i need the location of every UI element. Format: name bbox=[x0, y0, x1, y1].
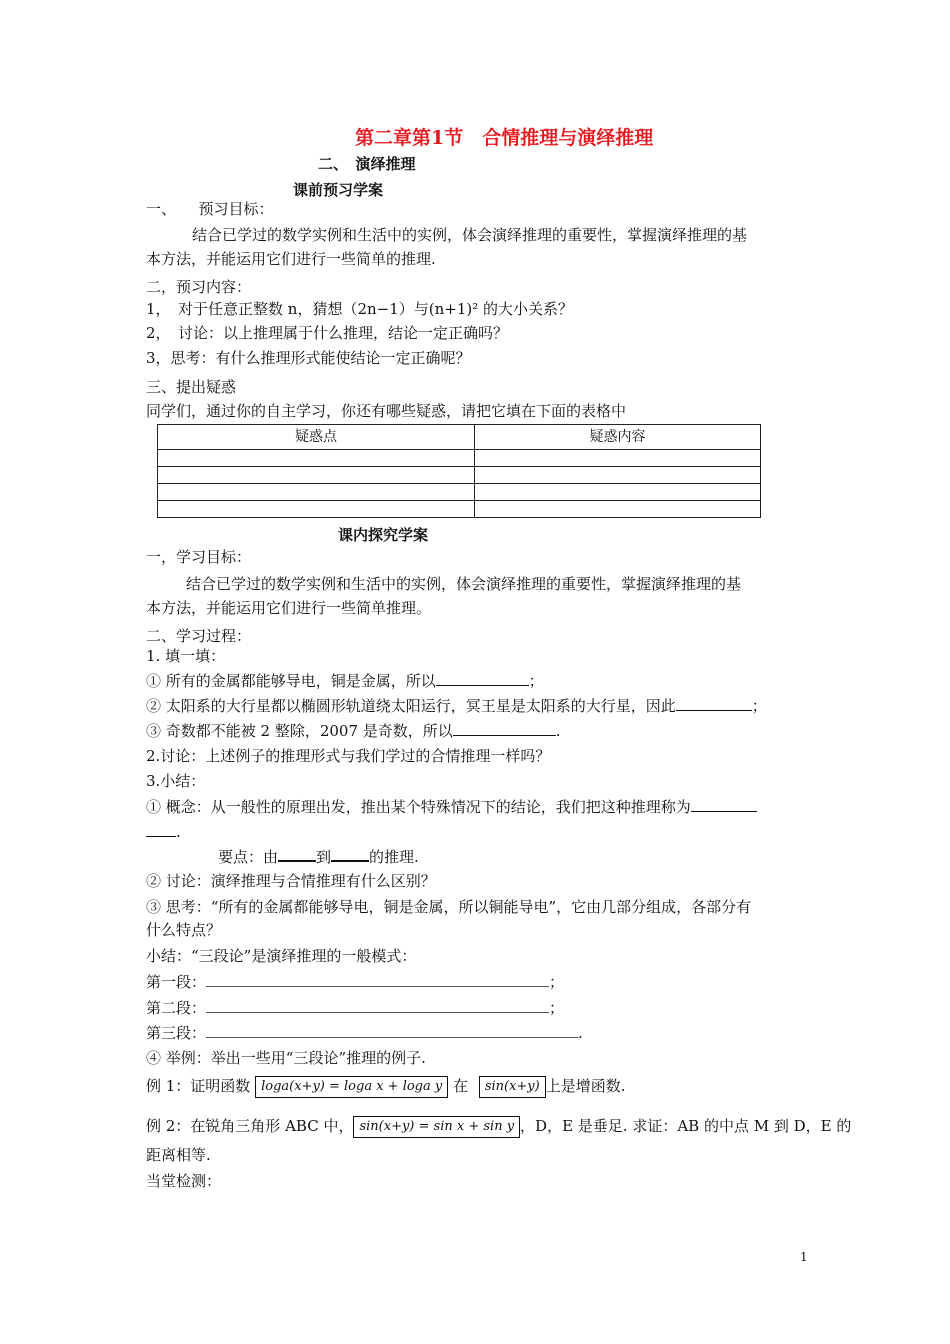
table-row bbox=[158, 501, 761, 518]
keypoint-a: 要点：由 bbox=[218, 848, 279, 866]
ex2-formula: sin(x+y) = sin x + sin y bbox=[353, 1116, 520, 1138]
example-2 bbox=[146, 1112, 851, 1140]
fill-1-blank[interactable] bbox=[436, 671, 529, 686]
fill-1-text: ① 所有的金属都能够导电，铜是金属，所以 bbox=[146, 672, 436, 690]
seg-2-label: 第二段： bbox=[146, 999, 207, 1017]
ex1-text-b: 在 bbox=[453, 1077, 469, 1095]
discuss-1: 2.讨论：上述例子的推理形式与我们学过的合情推理一样吗？ bbox=[146, 747, 551, 765]
discuss-2: ② 讨论：演绎推理与合情推理有什么区别？ bbox=[146, 872, 436, 890]
page-number: 1 bbox=[800, 1250, 808, 1264]
table-cell[interactable] bbox=[158, 450, 475, 467]
seg-3-blank[interactable] bbox=[206, 1024, 578, 1038]
table-cell[interactable] bbox=[475, 450, 761, 467]
seg-2-blank[interactable] bbox=[206, 999, 549, 1013]
segment-3 bbox=[146, 1023, 583, 1043]
fill-2-end: ； bbox=[751, 697, 767, 715]
ex1-formula-2: sin(x+y) bbox=[479, 1076, 546, 1098]
table-row bbox=[158, 450, 761, 467]
fill-item-1 bbox=[146, 671, 544, 691]
table-cell[interactable] bbox=[158, 484, 475, 501]
doubt-table bbox=[157, 424, 761, 518]
seg-1-end: ； bbox=[549, 973, 565, 991]
concept-blank-2[interactable] bbox=[146, 822, 176, 837]
pre-content-heading: 二，预习内容： bbox=[146, 278, 252, 296]
pre-goal-text-2: 本方法，并能运用它们进行一些简单的推理. bbox=[146, 250, 436, 268]
fill-item-2 bbox=[146, 696, 767, 716]
ex2-text-b: ，D，E 是垂足. 求证：AB 的中点 M 到 D，E 的 bbox=[520, 1117, 852, 1135]
pre-content-3: 3，思考：有什么推理形式能使结论一定正确呢？ bbox=[146, 349, 471, 367]
keypoint-b: 到 bbox=[316, 848, 332, 866]
table-row bbox=[158, 484, 761, 501]
pre-class-heading: 课前预习学案 bbox=[293, 181, 384, 199]
concept-text: ① 概念：从一般性的原理出发，推出某个特殊情况下的结论，我们把这种推理称为 bbox=[146, 798, 691, 816]
ex1-text-a: 例 1：证明函数 bbox=[146, 1077, 251, 1095]
in-goal-text-1: 结合已学过的数学实例和生活中的实例，体会演绎推理的重要性，掌握演绎推理的基 bbox=[186, 575, 742, 593]
seg-1-blank[interactable] bbox=[206, 973, 549, 987]
fill-3-end: . bbox=[555, 722, 561, 740]
concept-end: . bbox=[176, 823, 181, 841]
pre-content-2: 2， 讨论：以上推理属于什么推理，结论一定正确吗？ bbox=[146, 324, 509, 342]
table-cell[interactable] bbox=[475, 484, 761, 501]
table-row bbox=[158, 467, 761, 484]
seg-3-label: 第三段： bbox=[146, 1024, 207, 1042]
example-prompt: ④ 举例：举出一些用“三段论”推理的例子. bbox=[146, 1049, 426, 1067]
seg-2-end: ； bbox=[549, 999, 565, 1017]
fill-heading: 1. 填一填： bbox=[146, 647, 226, 665]
concept-line bbox=[146, 797, 757, 817]
fill-3-text: ③ 奇数都不能被 2 整除，2007 是奇数，所以 bbox=[146, 722, 453, 740]
segment-2 bbox=[146, 998, 564, 1018]
table-header-row bbox=[158, 425, 761, 450]
pre-content-1: 1， 对于任意正整数 n，猜想（2n−1）与(n+1)² 的大小关系？ bbox=[146, 300, 574, 318]
seg-3-end: . bbox=[578, 1024, 583, 1042]
doubt-text: 同学们，通过你的自主学习，你还有哪些疑惑，请把它填在下面的表格中 bbox=[146, 402, 627, 420]
table-cell[interactable] bbox=[158, 467, 475, 484]
fill-3-blank[interactable] bbox=[453, 721, 556, 736]
section-subtitle: 二、 演绎推理 bbox=[318, 155, 416, 173]
think-1: ③ 思考：“所有的金属都能够导电，铜是金属，所以铜能导电”，它由几部分组成，各部分有 bbox=[146, 898, 752, 916]
fill-1-end: ； bbox=[528, 672, 544, 690]
segment-1 bbox=[146, 972, 564, 992]
ex1-formula-1: loga(x+y) = loga x + loga y bbox=[255, 1076, 448, 1098]
table-cell[interactable] bbox=[475, 467, 761, 484]
in-goal-heading: 一，学习目标： bbox=[146, 548, 252, 566]
think-2: 什么特点？ bbox=[146, 921, 222, 939]
fill-item-3 bbox=[146, 721, 561, 741]
summary-heading: 3.小结： bbox=[146, 772, 206, 790]
fill-2-blank[interactable] bbox=[676, 696, 752, 711]
table-header-cell: 疑惑点 bbox=[158, 425, 475, 450]
example-1 bbox=[146, 1072, 626, 1100]
example-2-cont: 距离相等. bbox=[146, 1146, 211, 1164]
in-goal-text-2: 本方法，并能运用它们进行一些简单推理。 bbox=[146, 599, 432, 617]
fill-2-text: ② 太阳系的大行星都以椭圆形轨道绕太阳运行，冥王星是太阳系的大行星，因此 bbox=[146, 697, 676, 715]
in-class-check: 当堂检测： bbox=[146, 1172, 222, 1190]
table-cell[interactable] bbox=[158, 501, 475, 518]
pre-goal-heading: 一、 预习目标： bbox=[146, 200, 274, 218]
keypoint-blank-2[interactable] bbox=[331, 846, 369, 862]
keypoint-blank-1[interactable] bbox=[278, 846, 316, 862]
in-class-heading: 课内探究学案 bbox=[338, 526, 429, 544]
keypoint-line bbox=[218, 846, 419, 867]
table-header-cell: 疑惑内容 bbox=[475, 425, 761, 450]
concept-line-2 bbox=[146, 822, 181, 842]
ex1-text-c: 上是增函数. bbox=[545, 1077, 626, 1095]
page-title: 第二章第1节 合情推理与演绎推理 bbox=[355, 127, 654, 149]
keypoint-c: 的推理. bbox=[369, 848, 419, 866]
concept-blank-1[interactable] bbox=[691, 797, 757, 812]
pre-goal-text-1: 结合已学过的数学实例和生活中的实例，体会演绎推理的重要性，掌握演绎推理的基 bbox=[192, 226, 748, 244]
doubt-heading: 三、提出疑惑 bbox=[146, 378, 237, 396]
ex2-text-a: 例 2：在锐角三角形 ABC 中， bbox=[146, 1117, 354, 1135]
table-cell[interactable] bbox=[475, 501, 761, 518]
process-heading: 二、学习过程： bbox=[146, 627, 252, 645]
seg-1-label: 第一段： bbox=[146, 973, 207, 991]
syllogism-summary: 小结：“三段论”是演绎推理的一般模式： bbox=[146, 947, 417, 965]
